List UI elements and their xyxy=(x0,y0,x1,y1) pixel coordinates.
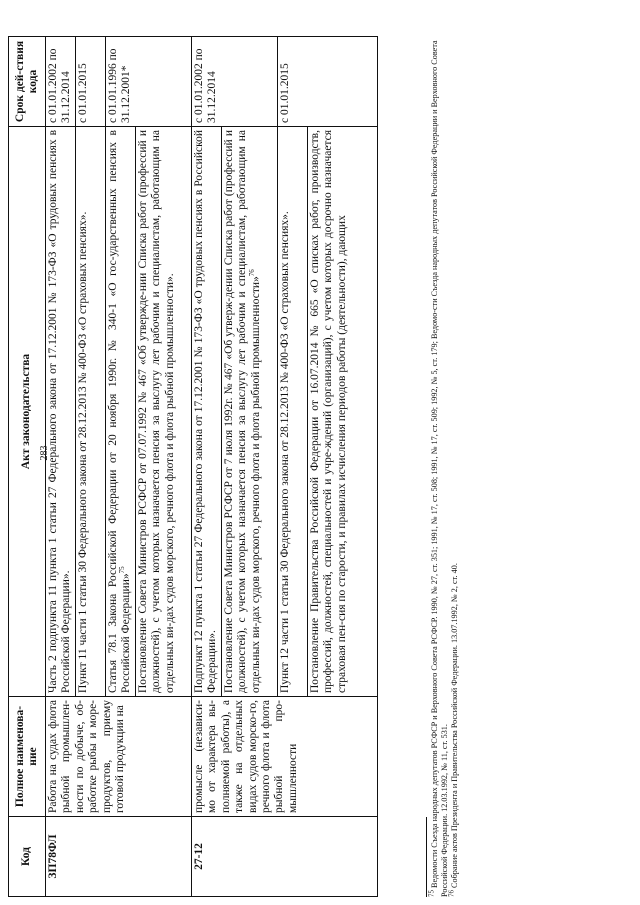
act-text-content: Статья 78.1 Закона Российской Федерации от 20 ноября 1990г. № 340-1 «О гос-ударственных пенсиях в Российской Федерации» xyxy=(107,130,133,693)
row-code: ЗП78ФЛ xyxy=(46,817,192,897)
footnote-text: Ведомости Съезда народных депутатов РСФСР и Верховного Совета РСФСР. 1990, № 27, ст. 351; 1991, № 17, ст. 508; 1991, № 17, ст. 509; 1992, № 5, ст. 179; Ведомо-сти Съезда народных депутатов Российской Федерации и Верховного Совета Российской Федерации. 12.03.1992, № 11, ст. 531. xyxy=(430,40,449,897)
act-text xyxy=(308,127,378,697)
act-text xyxy=(106,127,136,697)
act-text xyxy=(46,127,76,697)
act-text-content: Постановление Правительства Российской Федерации от 16.07.2014 № 665 «О списках работ, производств, профессий, должностей, специальностей и учре-ждений (организаций), с учетом которых досрочно назначается страховая пен-сия по старости, и правилах исчисления периодов работы (деятельности), дающих xyxy=(309,130,348,693)
footnote-ref: 75 xyxy=(118,566,127,574)
act-term: с 01.01.2015 xyxy=(76,37,106,127)
page-number: 283 xyxy=(39,445,50,461)
act-term: с 01.01.2002 по 31.12.2014 xyxy=(192,37,278,127)
footnote-number: 76 xyxy=(446,890,455,897)
act-text xyxy=(278,127,308,697)
pension-codes-table xyxy=(8,36,378,897)
act-text-content: Пункт 12 части 1 статьи 30 Федерального закона от 28.12.2013 № 400-ФЗ «О страховых пенсиях». xyxy=(279,211,291,693)
act-text-content: Постановление Совета Министров РСФСР от 7 июля 1992г. № 467 «Об утверж-дении Списка работ (профессий и должностей), с учетом которых назначается пенсия за выслугу лет рабочим и специалистам, работающим на отдельных ви-дах судов морского, речного флота и флота рыбной промышленности» xyxy=(223,130,262,693)
footnote-ref: 76 xyxy=(247,269,256,277)
act-text xyxy=(136,127,192,697)
footnote-number: 75 xyxy=(427,890,436,897)
footnotes-list xyxy=(427,37,459,897)
act-term: с 01.01.1996 по 31.12.2001* xyxy=(106,37,192,127)
table-row xyxy=(46,37,76,897)
footnote xyxy=(427,37,450,897)
act-term: с 01.01.2002 по 31.12.2014 xyxy=(46,37,76,127)
table-header-row xyxy=(9,37,46,897)
footnote xyxy=(446,37,460,897)
footnote-text: Собрание актов Президента и Правительства Российской Федерации. 13.07.1992, № 2, ст. 40. xyxy=(449,563,459,888)
header-full-name: Полное наименова-ние xyxy=(9,697,46,817)
act-text-content: Часть 2 подпункта 11 пункта 1 статьи 27 Федерального закона от 17.12.2001 № 173-ФЗ «О трудовых пенсиях в Российской Федерации». xyxy=(47,130,73,693)
header-code: Код xyxy=(9,817,46,897)
act-text xyxy=(222,127,278,697)
act-text xyxy=(192,127,222,697)
table-row xyxy=(192,37,222,897)
footnote-separator xyxy=(426,817,427,897)
row-code: 27-12 xyxy=(192,817,378,897)
act-term: с 01.01.2015 xyxy=(278,37,378,127)
header-legislative-act: Акт законодательства xyxy=(9,127,46,697)
header-code-validity: Срок дей-ствия кода xyxy=(9,37,46,127)
row-full-name: Работа на судах флота рыбной промышлен-ности по добыче, об-работке рыбы и море-продуктов, приему готовой продукции на xyxy=(46,697,192,817)
act-text-content: Постановление Совета Министров РСФСР от 07.07.1992 № 467 «Об утвержде-нии Списка работ (профессий и должностей), с учетом которых назначается пенсия за выслугу лет рабочим и специалистам, работающим на отдельных ви-дах судов морского, речного флота и флота рыбной промышленности». xyxy=(137,130,176,693)
row-full-name: промысле (независи-мо от характера вы-полняемой работы), а также на отдельных видах судов морско-го, речного флота и флота рыбной про-мышленности xyxy=(192,697,378,817)
rotated-page-content xyxy=(8,7,568,897)
act-text xyxy=(76,127,106,697)
act-text-content: Пункт 11 части 1 статьи 30 Федерального закона от 28.12.2013 № 400-ФЗ «О страховых пенсиях». xyxy=(77,211,89,693)
act-text-content: Подпункт 12 пункта 1 статьи 27 Федерального закона от 17.12.2001 № 173-ФЗ «О трудовых пенсиях в Российской Федерации». xyxy=(193,130,219,693)
